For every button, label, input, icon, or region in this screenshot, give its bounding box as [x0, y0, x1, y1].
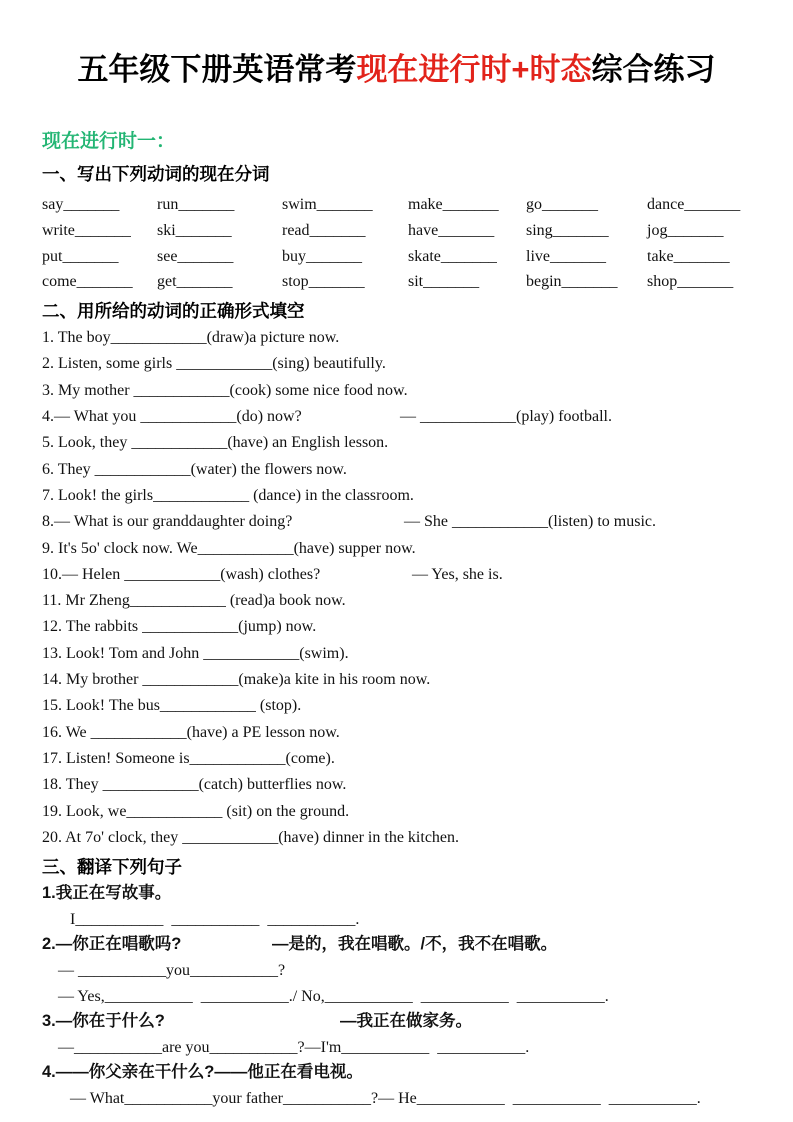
fill-item-text: 10.— Helen ____________(wash) clothes?	[42, 565, 321, 583]
verb-blank-cell: see_______	[157, 247, 234, 265]
fill-item-text: 1. The boy____________(draw)a picture now.	[42, 329, 340, 347]
fill-item-1	[0, 325, 793, 351]
verb-blank-cell: buy_______	[282, 247, 362, 265]
verb-blank-cell: have_______	[408, 221, 495, 239]
fill-item-10	[0, 562, 793, 588]
fill-item-text: 14. My brother ____________(make)a kite in his room now.	[42, 671, 431, 689]
verb-blank-grid	[42, 192, 793, 295]
translate-answer-line: — Yes,___________ ___________./ No,___________ ___________ ___________.	[58, 987, 609, 1005]
verb-blank-cell: go_______	[526, 196, 598, 213]
fill-item-text: 4.— What you ____________(do) now?	[42, 408, 302, 426]
fill-item-answer-text: — She ____________(listen) to music.	[404, 513, 656, 531]
fill-item-text: 18. They ____________(catch) butterflies now.	[42, 776, 347, 794]
fill-item-12	[0, 614, 793, 640]
translation-list	[0, 881, 793, 1111]
page-title	[0, 0, 793, 90]
fill-item-14	[0, 667, 793, 693]
verb-blank-cell: dance_______	[647, 196, 741, 213]
fill-item-7	[0, 483, 793, 509]
verb-blank-cell: ski_______	[157, 221, 232, 239]
fill-in-list	[0, 325, 793, 851]
translate-zh-text: 1.我正在写故事。	[42, 884, 172, 903]
fill-item-4	[0, 404, 793, 430]
fill-item-text: 6. They ____________(water) the flowers now.	[42, 460, 347, 478]
fill-item-text: 9. It's 5o' clock now. We____________(have) supper now.	[42, 539, 416, 557]
verb-blank-cell: get_______	[157, 273, 233, 291]
fill-item-text: 13. Look! Tom and John ____________(swim).	[42, 644, 349, 662]
title-highlight: 现在进行时+时态	[356, 52, 592, 87]
translate-item-4-zh	[0, 1060, 793, 1086]
translate-zh-text: 4.——你父亲在干什么?——他正在看电视。	[42, 1063, 363, 1082]
fill-item-19	[0, 799, 793, 825]
fill-item-15	[0, 693, 793, 719]
fill-item-13	[0, 641, 793, 667]
translate-answer-line: — What___________your father___________?— He___________ ___________ ___________.	[70, 1089, 701, 1107]
verb-blank-cell: stop_______	[282, 273, 365, 291]
verb-blank-cell: sit_______	[408, 273, 480, 291]
verb-blank-cell: skate_______	[408, 247, 497, 265]
verb-blank-cell: read_______	[282, 221, 366, 239]
fill-item-11	[0, 588, 793, 614]
translate-zh-text: 3.—你在于什么?	[42, 1012, 165, 1031]
verb-blank-cell: say_______	[42, 196, 120, 213]
verb-blank-cell: sing_______	[526, 221, 609, 239]
translate-answer-line: — ___________you___________?	[58, 961, 286, 979]
fill-item-text: 20. At 7o' clock, they ____________(have) dinner in the kitchen.	[42, 828, 460, 846]
fill-item-17	[0, 746, 793, 772]
fill-item-8	[0, 509, 793, 535]
verb-blank-cell: shop_______	[647, 273, 734, 291]
translate-item-2-zh	[0, 932, 793, 958]
translate-item-3-answer	[0, 1035, 793, 1061]
translate-item-2-answer-q	[0, 958, 793, 984]
verb-blank-cell: come_______	[42, 273, 133, 291]
section1-heading: 一、写出下列动词的现在分词	[42, 164, 270, 184]
fill-item-9	[0, 536, 793, 562]
translate-answer-line: I___________ ___________ ___________.	[70, 910, 360, 928]
verb-blank-cell: make_______	[408, 196, 499, 213]
fill-item-text: 15. Look! The bus____________ (stop).	[42, 697, 302, 715]
fill-item-2	[0, 351, 793, 377]
fill-item-20	[0, 825, 793, 851]
translate-zh-reply: —是的，我在唱歌。/不，我不在唱歌。	[272, 935, 558, 954]
fill-item-text: 7. Look! the girls____________ (dance) in the classroom.	[42, 486, 414, 504]
title-post: 综合练习	[591, 52, 716, 87]
fill-item-text: 2. Listen, some girls ____________(sing) beautifully.	[42, 355, 386, 373]
translate-answer-line: —___________are you___________?—I'm___________ ___________.	[58, 1038, 530, 1056]
fill-item-answer-text: — Yes, she is.	[412, 565, 503, 583]
verb-blank-cell: live_______	[526, 247, 606, 265]
verb-blank-cell: begin_______	[526, 273, 618, 291]
verb-blank-cell: write_______	[42, 221, 131, 239]
translate-item-1-answer	[0, 907, 793, 933]
fill-item-text: 8.— What is our granddaughter doing?	[42, 513, 293, 531]
fill-item-18	[0, 772, 793, 798]
title-pre: 五年级下册英语常考	[77, 52, 357, 87]
verb-blank-cell: take_______	[647, 247, 730, 265]
translate-item-1-zh	[0, 881, 793, 907]
fill-item-text: 11. Mr Zheng____________ (read)a book now.	[42, 592, 346, 610]
fill-item-text: 19. Look, we____________ (sit) on the ground.	[42, 802, 350, 820]
subtitle-present-continuous: 现在进行时一：	[42, 131, 176, 152]
translate-item-3-zh	[0, 1009, 793, 1035]
verb-blank-cell: run_______	[157, 196, 235, 213]
section2-heading: 二、用所给的动词的正确形式填空	[42, 301, 305, 322]
verb-blank-cell: swim_______	[282, 196, 373, 213]
fill-item-5	[0, 430, 793, 456]
fill-item-3	[0, 378, 793, 404]
fill-item-text: 3. My mother ____________(cook) some nice food now.	[42, 381, 408, 399]
fill-item-text: 12. The rabbits ____________(jump) now.	[42, 618, 317, 636]
fill-item-text: 5. Look, they ____________(have) an English lesson.	[42, 434, 389, 452]
fill-item-text: 17. Listen! Someone is____________(come).	[42, 749, 335, 767]
fill-item-text: 16. We ____________(have) a PE lesson now.	[42, 723, 340, 741]
verb-blank-cell: jog_______	[647, 221, 724, 239]
section3-heading: 三、翻译下列句子	[42, 857, 182, 878]
fill-item-answer-text: — ____________(play) football.	[400, 408, 612, 426]
translate-item-4-answer	[0, 1086, 793, 1112]
translate-zh-text: 2.—你正在唱歌吗?	[42, 935, 182, 954]
fill-item-6	[0, 457, 793, 483]
verb-blank-cell: put_______	[42, 247, 119, 265]
fill-item-16	[0, 720, 793, 746]
translate-item-2-answer-a	[0, 984, 793, 1010]
translate-zh-reply: —我正在做家务。	[340, 1012, 472, 1031]
